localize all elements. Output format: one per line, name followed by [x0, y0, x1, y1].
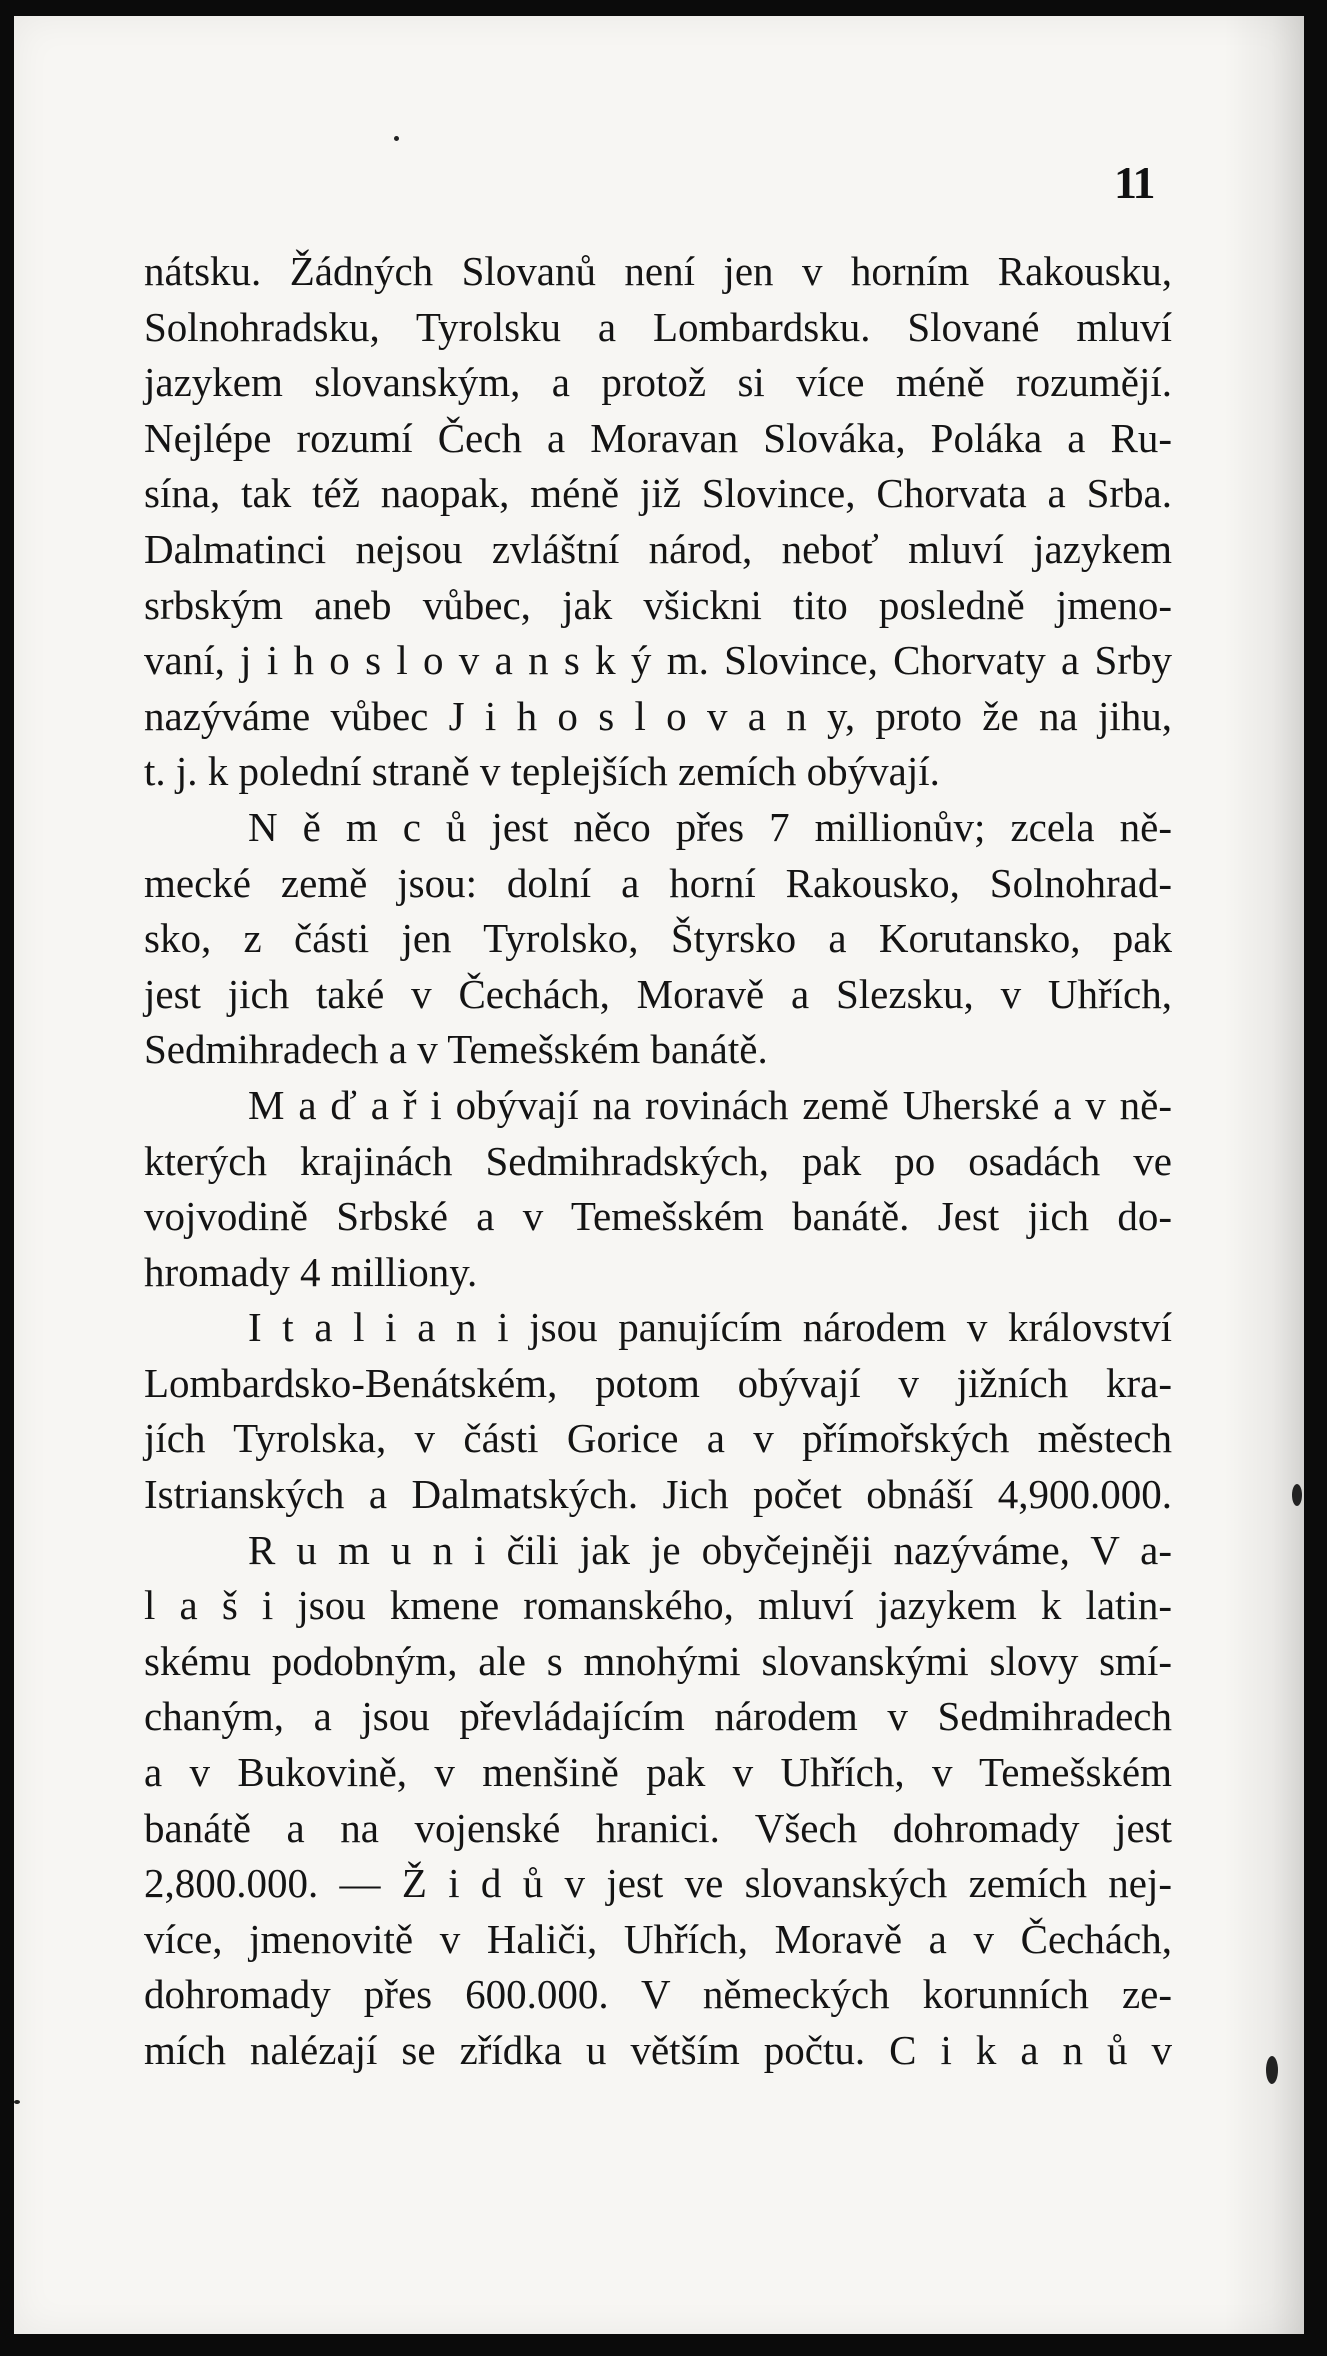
text-line: Nejlépe rozumí Čech a Moravan Slováka, Poláka a Ru-	[144, 414, 1172, 461]
text-line: mecké země jsou: dolní a horní Rakousko, Solnohrad-	[144, 859, 1172, 906]
text-line: srbským aneb vůbec, jak všickni tito posledně jmeno-	[144, 581, 1172, 628]
text-line: sko, z části jen Tyrolsko, Štyrsko a Korutansko, pak	[144, 915, 1172, 962]
page-number: 11	[1114, 157, 1154, 208]
text-line: Solnohradsku, Tyrolsku a Lombardsku. Slované mluví	[144, 303, 1172, 350]
text-line: t. j. k polední straně v teplejších zemích obývají.	[144, 748, 940, 795]
text-line: skému podobným, ale s mnohými slovanskými slovy smí-	[144, 1637, 1172, 1684]
ink-speck	[394, 136, 399, 141]
text-line: hromady 4 milliony.	[144, 1248, 478, 1295]
text-line: Sedmihradech a v Temešském banátě.	[144, 1026, 768, 1073]
text-line: kterých krajinách Sedmihradských, pak po osadách ve	[144, 1137, 1172, 1184]
ink-speck	[1292, 1484, 1302, 1506]
text-line: l a š i jsou kmene romanského, mluví jazykem k latin-	[144, 1582, 1172, 1629]
text-line: jest jich také v Čechách, Moravě a Slezsku, v Uhřích,	[144, 970, 1172, 1017]
book-page	[14, 16, 1304, 2334]
text-line: více, jmenovitě v Haliči, Uhřích, Moravě a v Čechách,	[144, 1915, 1172, 1962]
text-line: M a ď a ř i obývají na rovinách země Uherské a v ně-	[248, 1081, 1172, 1128]
text-line: jazykem slovanským, a protož si více méně rozumějí.	[144, 359, 1172, 406]
text-line: Istrianských a Dalmatských. Jich počet obnáší 4,900.000.	[144, 1471, 1172, 1518]
text-line: 2,800.000. — Ž i d ů v jest ve slovanských zemích nej-	[144, 1860, 1172, 1907]
text-line: Lombardsko-Benátském, potom obývají v jižních kra-	[144, 1359, 1172, 1406]
ink-speck	[1266, 2056, 1278, 2084]
text-line: banátě a na vojenské hranici. Všech dohromady jest	[144, 1804, 1172, 1851]
text-line: vojvodině Srbské a v Temešském banátě. Jest jich do-	[144, 1193, 1172, 1240]
text-line: N ě m c ů jest něco přes 7 millionův; zcela ně-	[248, 803, 1172, 850]
text-line: jích Tyrolska, v části Gorice a v přímořských městech	[144, 1415, 1172, 1462]
body-text	[144, 244, 1172, 2079]
text-line: sína, tak též naopak, méně již Slovince, Chorvata a Srba.	[144, 470, 1172, 517]
text-line: Dalmatinci nejsou zvláštní národ, neboť mluví jazykem	[144, 525, 1172, 572]
text-line: I t a l i a n i jsou panujícím národem v království	[248, 1304, 1172, 1351]
ink-speck	[14, 2100, 20, 2104]
text-line: nátsku. Žádných Slovanů není jen v horním Rakousku,	[144, 248, 1172, 294]
text-line: R u m u n i čili jak je obyčejněji nazýváme, V a-	[248, 1526, 1172, 1573]
page-edge-shadow	[1224, 16, 1304, 2334]
text-line: a v Bukovině, v menšině pak v Uhřích, v Temešském	[144, 1749, 1172, 1796]
text-line: nazýváme vůbec J i h o s l o v a n y, proto že na jihu,	[144, 692, 1172, 739]
text-line: dohromady přes 600.000. V německých korunních ze-	[144, 1971, 1172, 2018]
text-line: mích nalézají se zřídka u větším počtu. C i k a n ů v	[144, 2027, 1172, 2073]
text-line: vaní, j i h o s l o v a n s k ý m. Slovince, Chorvaty a Srby	[144, 637, 1172, 684]
text-line: chaným, a jsou převládajícím národem v Sedmihradech	[144, 1693, 1172, 1740]
